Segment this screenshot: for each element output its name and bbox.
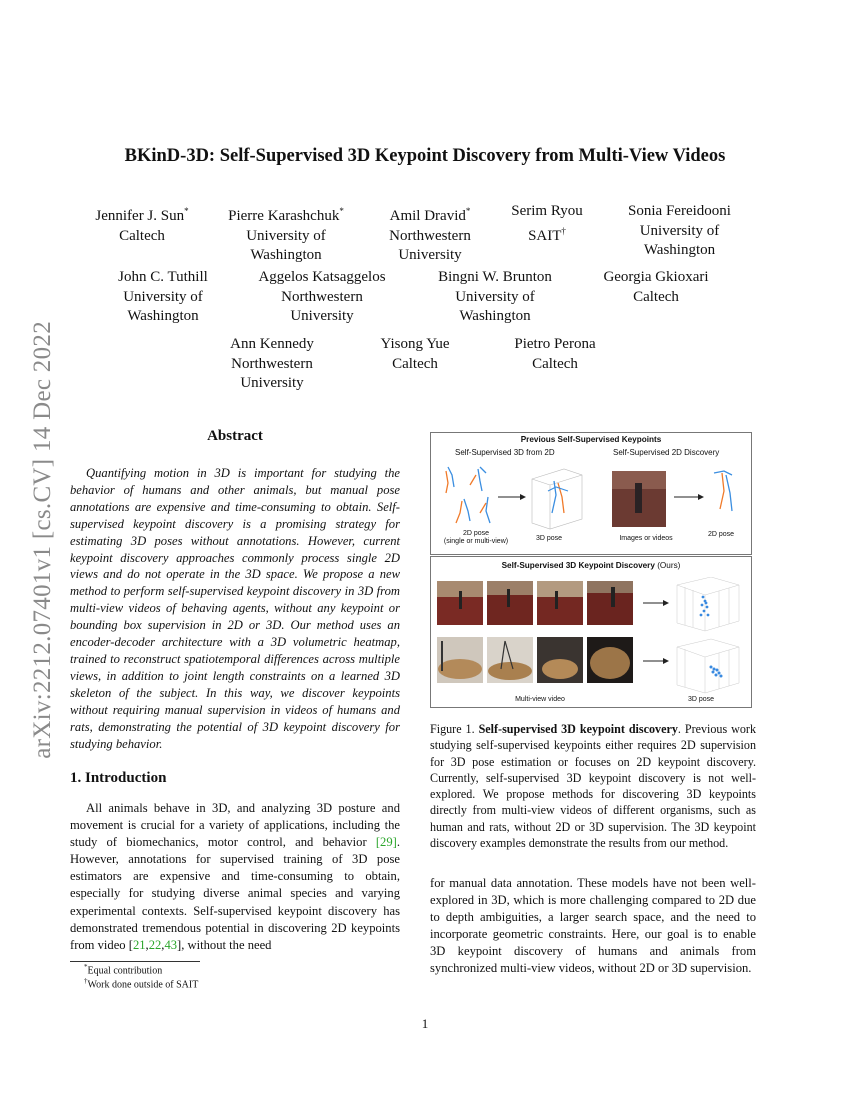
author-affiliation: Washington <box>459 308 531 324</box>
author-name: Serim Ryou <box>511 203 583 219</box>
author-block <box>500 335 610 374</box>
intro-text: . However, annotations for supervised training of 3D pose estimators are expensive and time-consuming to obtain, especially for studying diverse animal species and varying experimental contexts. Self-supervised keypoint discovery has demonstrated tremendous potential in discovering 2D keypoints from video [ <box>70 835 400 952</box>
figure-label-line: (single or multi-view) <box>443 538 509 545</box>
author-block <box>612 202 747 261</box>
figure-panel-previous <box>430 432 752 555</box>
author-mark: * <box>465 206 471 216</box>
author-affiliation: Caltech <box>392 355 438 372</box>
author-affiliation: Washington <box>127 308 199 324</box>
figure-subtitle: Self-Supervised 2D Discovery <box>613 448 720 457</box>
citation-link[interactable]: 21 <box>132 937 146 952</box>
figure-panel-title-rest: (Ours) <box>654 561 681 570</box>
author-name: John C. Tuthill <box>118 269 208 285</box>
figure-panel-title-bold: Self-Supervised 3D Keypoint Discovery <box>501 561 655 570</box>
figure-label-line: 2D pose <box>462 530 490 537</box>
author-name: Pierre Karashchuk <box>228 208 340 224</box>
author-name: Sonia Fereidooni <box>628 203 731 219</box>
intro-text: ], without the need <box>177 937 272 952</box>
author-block <box>360 335 470 374</box>
intro-paragraph-continued: for manual data annotation. These models have not been well-explored in 3D, which is more challenging compared to 2D due to depth ambiguities, a larger search space, and the need to incorporate geometric constraints. Here, our goal is to enable 3D keypoint discovery of humans and animals from synchronized multi-view videos, without 2D or 3D supervision. <box>430 876 756 976</box>
author-block <box>375 202 485 266</box>
author-block <box>82 202 202 246</box>
figure-label: 2D pose <box>707 531 735 538</box>
author-name: Aggelos Katsaggelos <box>258 269 386 285</box>
author-name: Georgia Gkioxari <box>603 269 709 285</box>
figure-subtitle: Self-Supervised 3D from 2D <box>455 448 555 457</box>
author-mark: * <box>184 206 189 216</box>
figure-label <box>435 530 517 546</box>
author-block <box>103 268 223 327</box>
citation-link[interactable]: 43 <box>164 937 178 952</box>
author-affiliation: University of <box>639 222 720 239</box>
author-affiliation: University <box>290 308 354 324</box>
author-name: Jennifer J. Sun <box>95 208 185 224</box>
author-block <box>242 268 402 327</box>
citation-link[interactable]: 22 <box>148 937 162 952</box>
figure-label: Images or videos <box>619 535 673 542</box>
footnote: *Equal contribution <box>84 963 163 977</box>
author-affiliation: University of <box>455 288 535 305</box>
intro-paragraph: All animals behave in 3D, and analyzing 3D posture and movement is crucial for a variety of applications, including the study of biomechanics, motor control, and behavior [29]. However, annotations for supervised training of 3D pose estimators are expensive and time-consuming to obtain, especially for studying diverse animal species and varying experimental contexts. Self-supervised keypoint discovery has demonstrated tremendous potential in discovering 2D keypoints from video [21,22,43], without the need <box>70 801 400 952</box>
previous-methods-diagram <box>436 461 746 541</box>
paper-title: BKinD-3D: Self-Supervised 3D Keypoint Discovery from Multi-View Videos <box>124 146 726 166</box>
caption-text: . Previous work studying self-supervised keypoints either requires 2D supervision for 3D pose estimation or focuses on 2D keypoint discovery. Currently, self-supervised 3D keypoint discovery is not well-explored. We propose methods for discovering 3D keypoints directly from multi-view videos of different organisms, such as human and rats, without 2D or 3D supervision. The 3D keypoint discovery examples demonstrate the results from our method. <box>430 722 756 851</box>
author-mark: † <box>561 225 566 236</box>
caption-bold: Self-supervised 3D keypoint discovery <box>478 722 678 736</box>
figure-panel-ours <box>430 556 752 708</box>
footnote-text: Equal contribution <box>87 965 163 977</box>
figure-label: 3D pose <box>687 696 715 703</box>
author-affiliation: Northwestern <box>231 355 313 372</box>
abstract-heading: Abstract <box>207 428 263 444</box>
author-affiliation: Caltech <box>119 227 165 244</box>
citation-link[interactable]: [29] <box>375 835 397 850</box>
author-mark: * <box>339 206 344 216</box>
author-affiliation: University <box>398 247 462 263</box>
author-block <box>497 202 597 246</box>
footnote-text: Work done outside of SAIT <box>87 979 199 991</box>
figure-label: 3D pose <box>535 535 563 542</box>
author-affiliation: Northwestern <box>389 227 471 244</box>
author-name: Amil Dravid <box>389 208 466 224</box>
caption-label: Figure 1. <box>430 722 475 736</box>
arxiv-identifier-text: arXiv:2212.07401v1 [cs.CV] 14 Dec 2022 <box>29 321 56 759</box>
author-block <box>586 268 726 307</box>
author-affiliation: Washington <box>250 247 322 263</box>
author-affiliation: SAIT <box>528 227 562 244</box>
page-number: 1 <box>421 1016 429 1031</box>
author-block <box>216 202 356 266</box>
author-affiliation: University of <box>123 288 203 305</box>
author-affiliation: Washington <box>643 242 716 258</box>
intro-text: All animals behave in 3D, and analyzing 3D posture and movement is crucial for a variety of applications, including the study of biomechanics, motor control, and behavior <box>70 801 400 850</box>
author-block <box>420 268 570 327</box>
figure-label: Multi-view video <box>515 696 565 703</box>
author-affiliation: Caltech <box>532 355 578 372</box>
section-heading: 1. Introduction <box>70 770 167 786</box>
footnote-rule <box>70 961 200 962</box>
arxiv-identifier <box>18 290 68 790</box>
figure-panel-title <box>431 561 751 570</box>
author-name: Pietro Perona <box>514 336 596 352</box>
figure-panel-title: Previous Self-Supervised Keypoints <box>520 435 662 444</box>
author-name: Ann Kennedy <box>230 336 314 352</box>
author-name: Yisong Yue <box>380 336 450 352</box>
footnote: †Work done outside of SAIT <box>84 977 199 991</box>
figure-caption <box>430 721 756 851</box>
author-name: Bingni W. Brunton <box>438 269 552 285</box>
author-affiliation: University of <box>246 227 326 244</box>
author-affiliation: Northwestern <box>281 288 363 305</box>
author-affiliation: Caltech <box>633 288 679 305</box>
abstract-text: Quantifying motion in 3D is important for studying the behavior of humans and other animals, but manual pose annotations are expensive and time-consuming to obtain. Self-supervised keypoint discovery is a promising strategy for estimating 3D poses without annotations. However, current keypoint discovery approaches commonly process single 2D views and do not operate in the 3D space. We propose a new method to perform self-supervised keypoint discovery in 3D from multi-view videos of behaving agents, without any keypoint or bounding box supervision in 2D or 3D. Our method uses an encoder-decoder architecture with a 3D volumetric heatmap, trained to reconstruct spatiotemporal differences across multiple views, in addition to joint length constraints on a learned 3D skeleton of the subject. In this way, we discover keypoints without requiring manual supervision in videos of humans and rats, demonstrating the potential of 3D keypoint discovery for studying behavior. <box>70 466 400 751</box>
multiview-diagram <box>435 577 749 697</box>
author-block <box>212 335 332 394</box>
author-affiliation: University <box>240 375 304 391</box>
